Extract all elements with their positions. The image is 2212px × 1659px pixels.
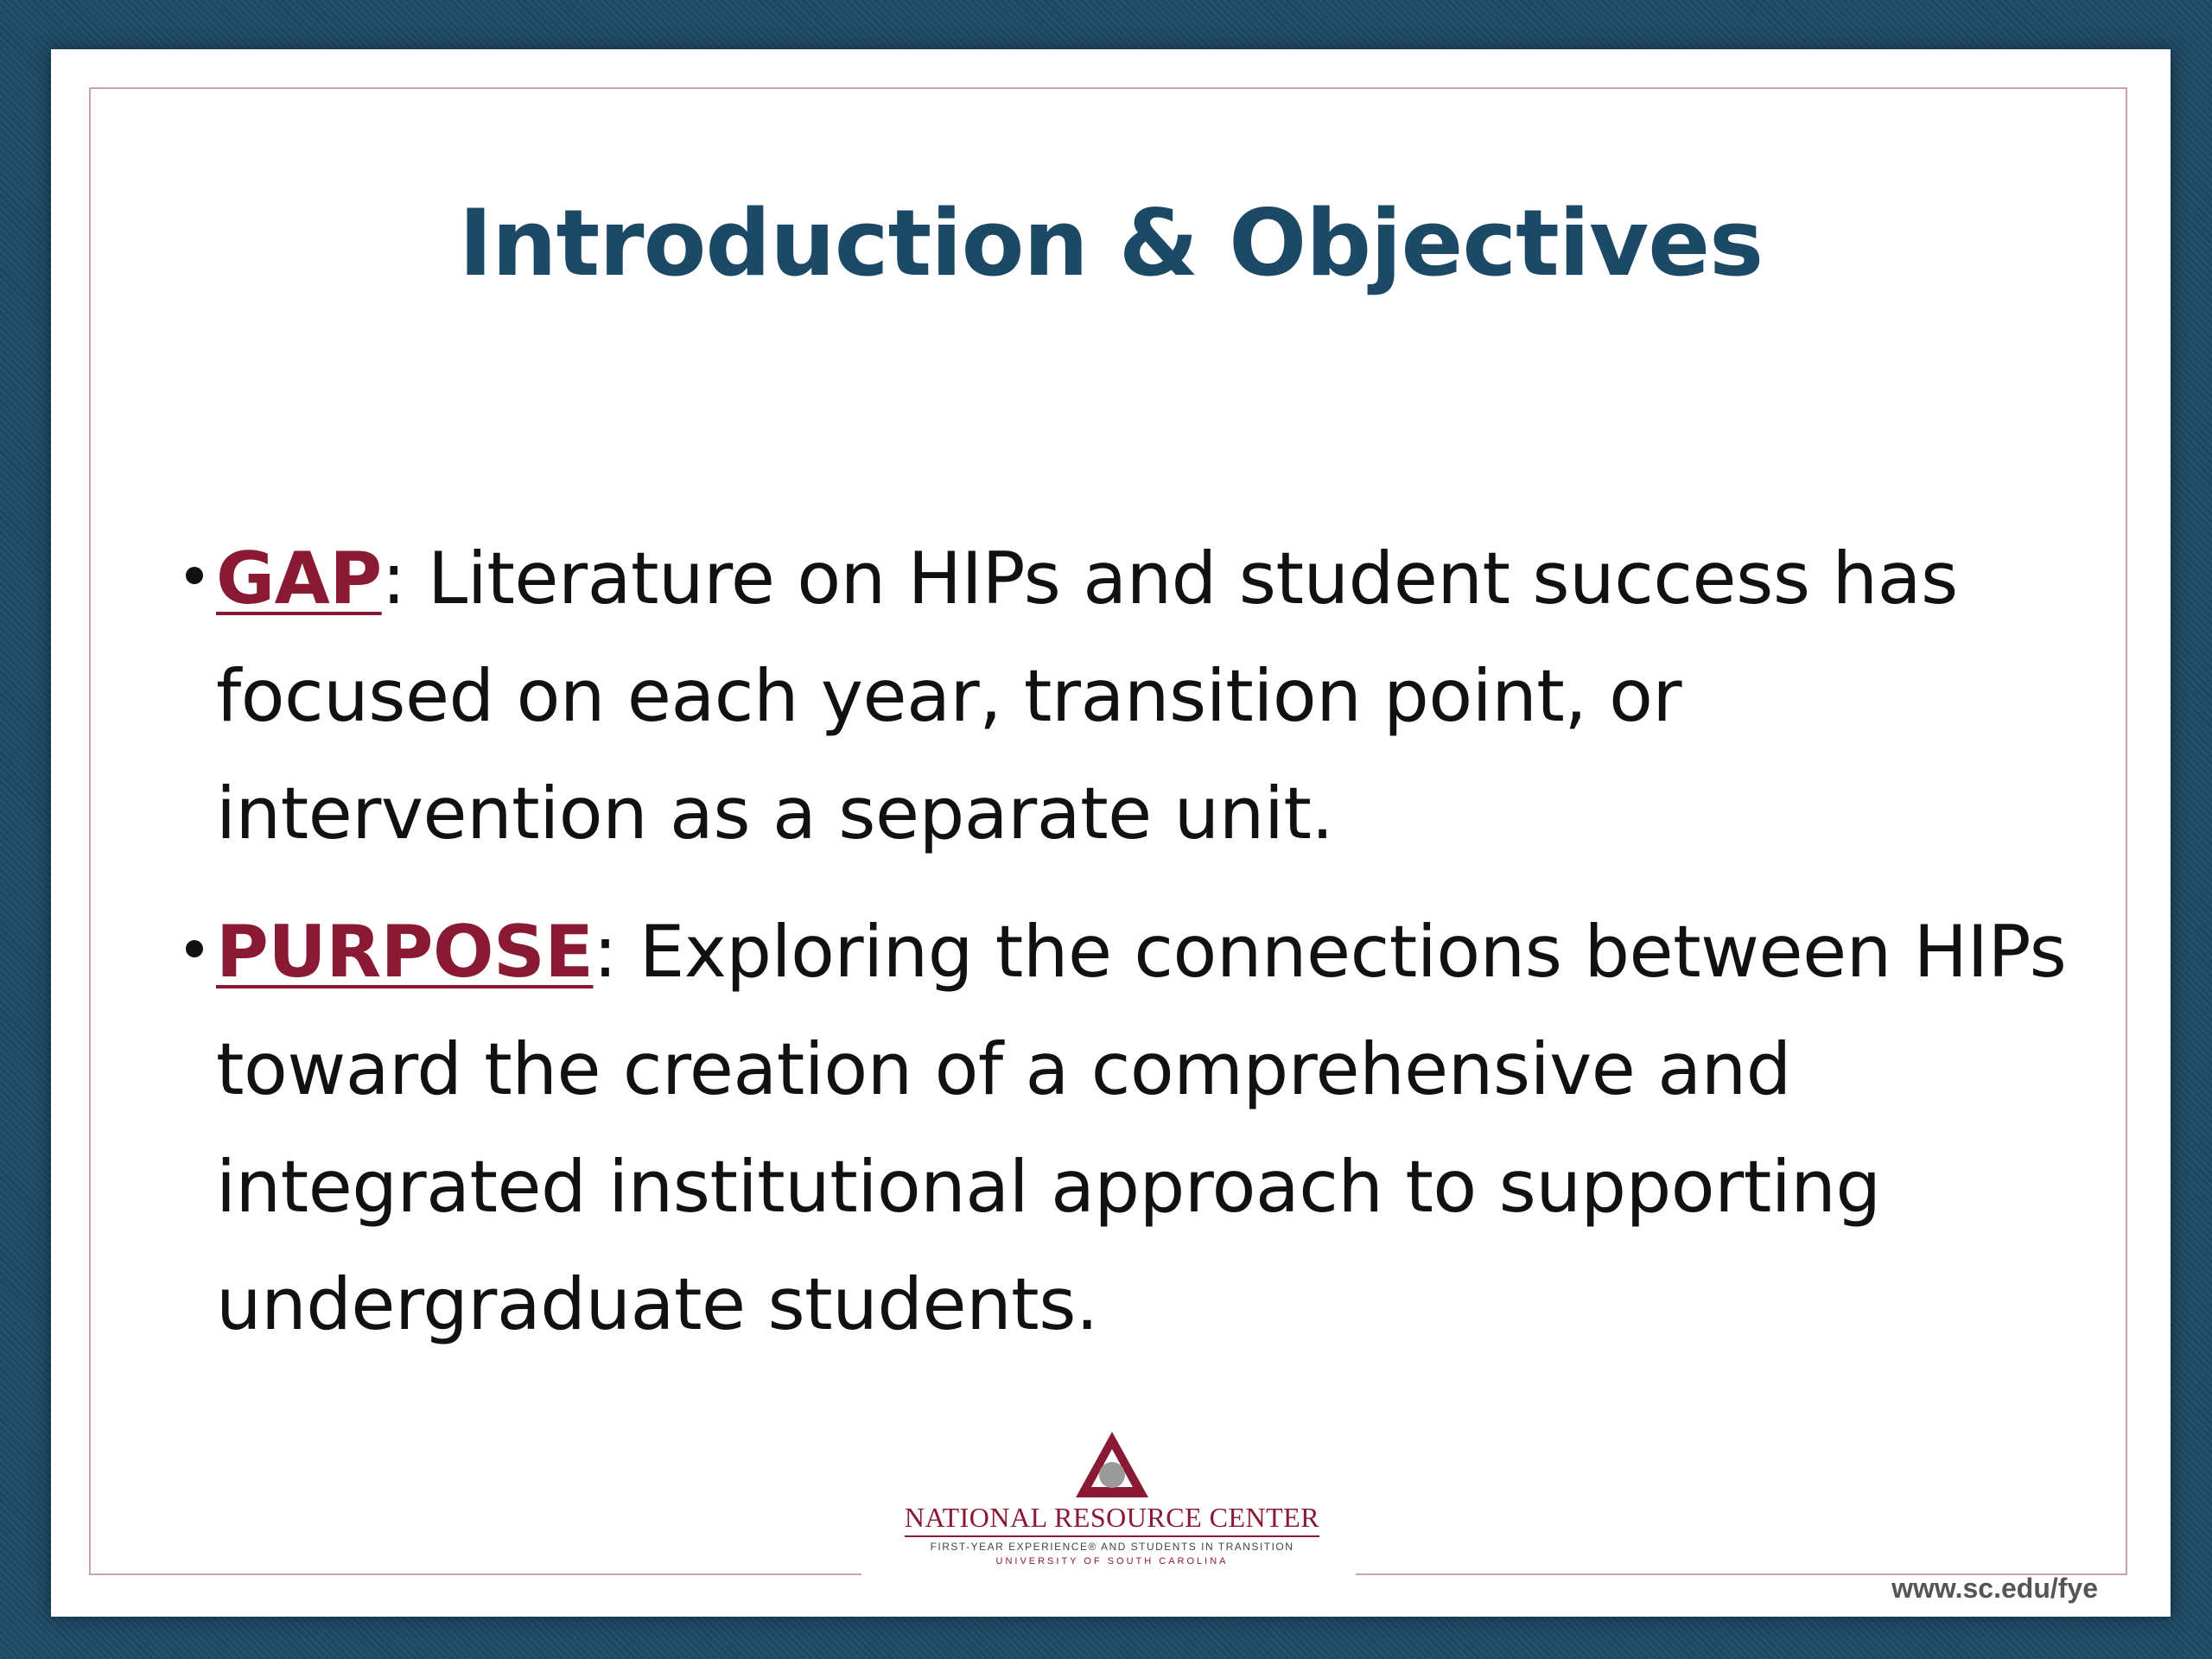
bullet-list [216, 520, 2134, 1384]
national-resource-center-logo [887, 1430, 1337, 1567]
website-url: www.sc.edu/fye [1891, 1573, 2098, 1604]
slide-title: Introduction & Objectives [458, 190, 1764, 296]
bullet-dot-icon [186, 940, 203, 957]
bullet-gap [216, 520, 2134, 873]
slide [51, 49, 2171, 1617]
frame-gap [861, 1567, 1356, 1581]
bullet-purpose [216, 893, 2134, 1363]
logo-name: NATIONAL RESOURCE CENTER [904, 1502, 1320, 1533]
bullet-text [216, 520, 2134, 873]
triangle-circle-logo-icon [1074, 1430, 1150, 1499]
bullet-body: : Exploring the connections between HIPs toward the creation of a comprehensive and integrated institutional approach to supporting undergraduate students. [216, 910, 2067, 1346]
bullet-body: : Literature on HIPs and student success has focused on each year, transition point, or intervention as a separate unit. [216, 537, 1958, 855]
logo-subtitle: FIRST-YEAR EXPERIENCE® AND STUDENTS IN TRANSITION [930, 1541, 1294, 1553]
logo-university: UNIVERSITY OF SOUTH CAROLINA [995, 1556, 1229, 1567]
logo-divider [905, 1535, 1319, 1537]
bullet-keyword: PURPOSE [216, 910, 594, 994]
bullet-dot-icon [186, 567, 203, 584]
bullet-text [216, 893, 2134, 1363]
bullet-keyword: GAP [216, 537, 382, 620]
